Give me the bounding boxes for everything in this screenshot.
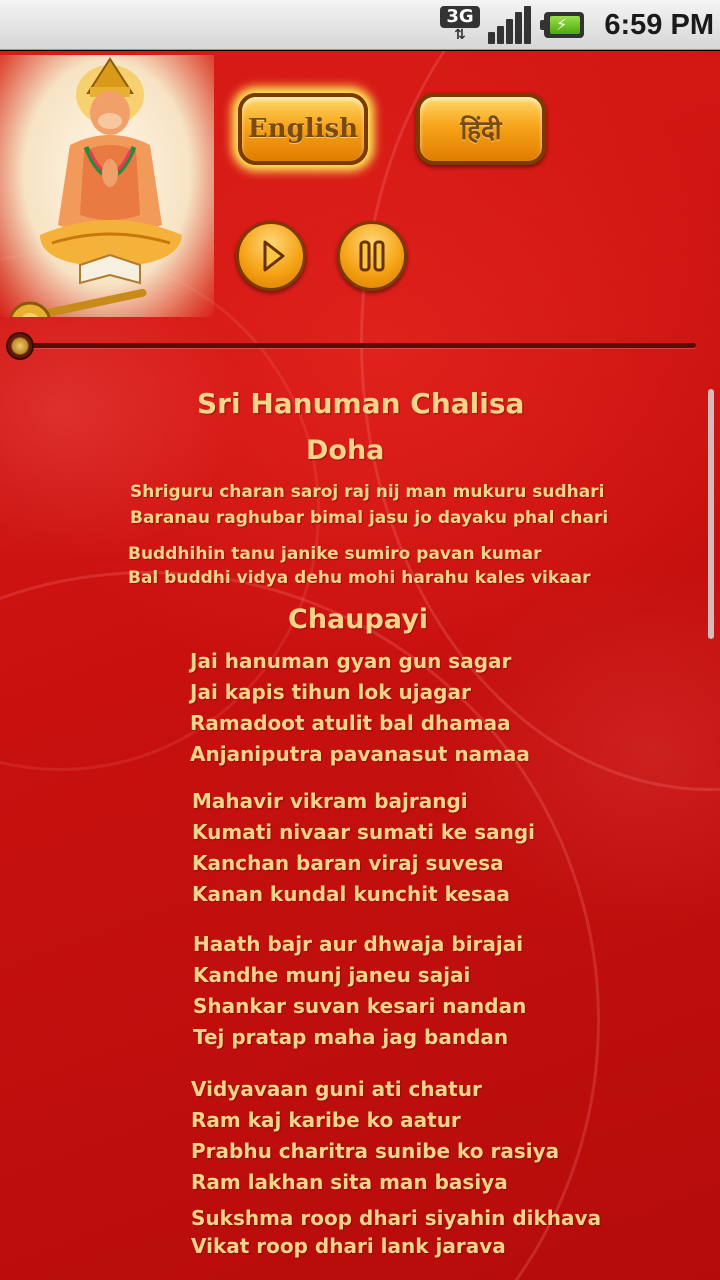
lyric-line: Ram lakhan sita man basiya	[191, 1170, 508, 1194]
lyric-line: Sukshma roop dhari siyahin dikhava	[191, 1206, 602, 1230]
lyric-line: Shankar suvan kesari nandan	[193, 994, 527, 1018]
lyric-line: Ramadoot atulit bal dhamaa	[190, 711, 511, 735]
lyric-line: Kandhe munj janeu sajai	[193, 963, 471, 987]
lyric-line: Mahavir vikram bajrangi	[192, 789, 468, 813]
status-bar	[0, 0, 720, 50]
clock: 6:59 PM	[604, 9, 714, 41]
network-type-label: 3G	[440, 6, 480, 28]
lyric-line: Baranau raghubar bimal jasu jo dayaku phal chari	[130, 508, 609, 528]
lyric-line: Tej pratap maha jag bandan	[193, 1025, 509, 1049]
lyric-line: Shriguru charan saroj raj nij man mukuru sudhari	[130, 482, 605, 502]
data-activity-arrows: ⇅	[454, 27, 466, 43]
lyric-line: Prabhu charitra sunibe ko rasiya	[191, 1139, 560, 1163]
lyric-line: Bal buddhi vidya dehu mohi harahu kales vikaar	[128, 568, 591, 588]
battery-charging-icon: ⚡	[540, 12, 584, 38]
lyric-line: Kanan kundal kunchit kesaa	[192, 882, 510, 906]
lyric-line: Ram kaj karibe ko aatur	[191, 1108, 461, 1132]
lyric-line: Kanchan baran viraj suvesa	[192, 851, 504, 875]
lyrics-title: Sri Hanuman Chalisa	[197, 387, 525, 420]
signal-strength-icon	[488, 6, 532, 44]
lyric-line: Jai hanuman gyan gun sagar	[190, 649, 512, 673]
lyric-line: Haath bajr aur dhwaja birajai	[193, 932, 524, 956]
doha-heading: Doha	[306, 435, 385, 466]
lyric-line: Vikat roop dhari lank jarava	[191, 1234, 506, 1258]
chalisa-app	[0, 51, 720, 1280]
chaupayi-heading: Chaupayi	[288, 604, 429, 635]
english-button[interactable]: English	[238, 93, 368, 165]
lyric-line: Kumati nivaar sumati ke sangi	[192, 820, 536, 844]
lyric-line: Anjaniputra pavanasut namaa	[190, 742, 530, 766]
lyric-line: Jai kapis tihun lok ujagar	[190, 680, 471, 704]
lyric-line: Vidyavaan guni ati chatur	[191, 1077, 482, 1101]
lyric-line: Buddhihin tanu janike sumiro pavan kumar	[128, 544, 542, 564]
network-3g-icon	[440, 6, 480, 44]
hindi-button[interactable]: हिंदी	[416, 93, 546, 165]
lyrics-panel[interactable]	[0, 51, 720, 1280]
